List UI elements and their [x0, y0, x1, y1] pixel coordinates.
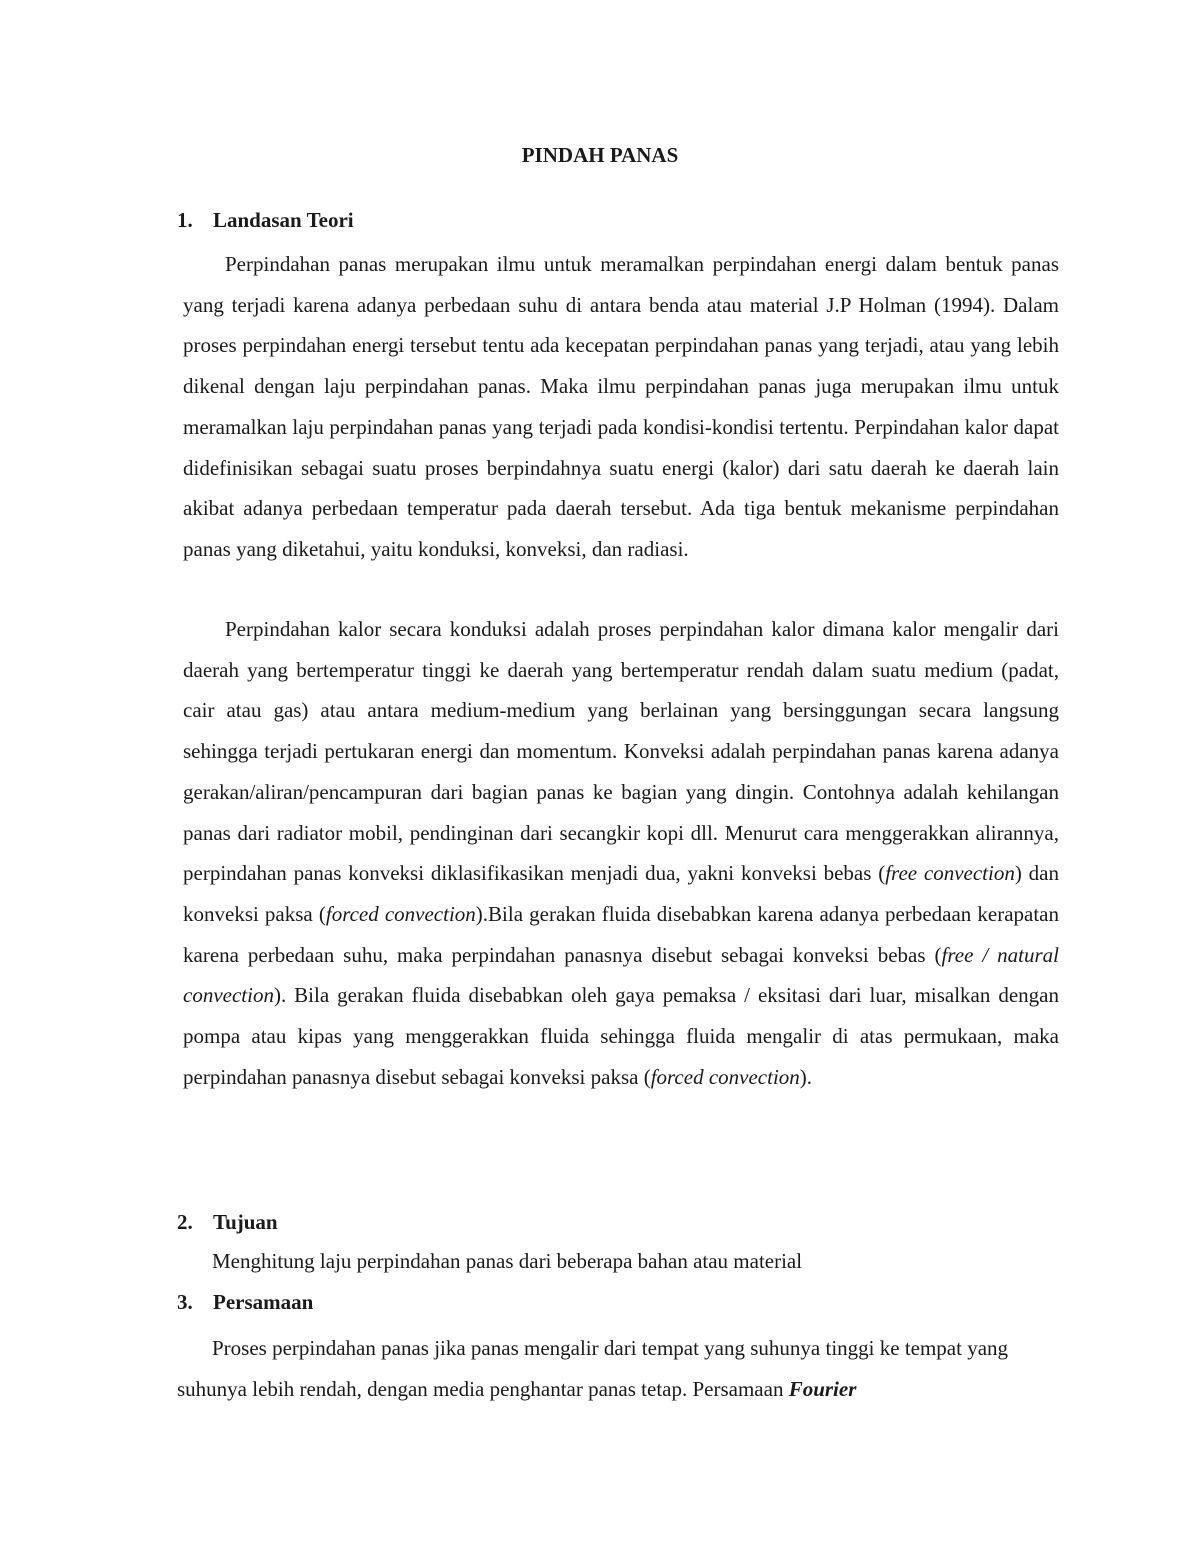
section-number: 2.	[177, 1210, 193, 1234]
fourier-term: Fourier	[788, 1376, 857, 1401]
section-heading-tujuan	[177, 1210, 278, 1235]
tujuan-text: Menghitung laju perpindahan panas dari beberapa bahan atau material	[212, 1249, 803, 1273]
landasan-paragraph-2: Perpindahan kalor secara konduksi adalah proses perpindahan kalor dimana kalor mengalir dari daerah yang bertemperatur tinggi ke daerah yang bertemperatur rendah dalam suatu medium (padat, cair atau gas) atau antara medium-medium yang berlainan yang bersinggungan secara langsung sehingga terjadi pertukaran energi dan momentum. Konveksi adalah perpindahan panas karena adanya gerakan/aliran/pencampuran dari bagian panas ke bagian yang dingin. Contohnya adalah kehilangan panas dari radiator mobil, pendinginan dari secangkir kopi dll. Menurut cara menggerakkan alirannya, perpindahan panas konveksi diklasifikasikan menjadi dua, yakni konveksi bebas (free convection) dan konveksi paksa (forced convection).Bila gerakan fluida disebabkan karena adanya perbedaan kerapatan karena perbedaan suhu, maka perpindahan panasnya disebut sebagai konveksi bebas (free / natural convection). Bila gerakan fluida disebabkan oleh gaya pemaksa / eksitasi dari luar, misalkan dengan pompa atau kipas yang menggerakkan fluida sehingga fluida mengalir di atas permukaan, maka perpindahan panasnya disebut sebagai konveksi paksa (forced convection).	[183, 617, 1060, 1089]
section-title: Tujuan	[213, 1210, 278, 1234]
section-number: 1.	[177, 208, 193, 232]
section-number: 3.	[177, 1290, 193, 1314]
section-heading-persamaan	[177, 1290, 313, 1315]
section-heading-landasan-teori	[177, 208, 354, 233]
section-title: Landasan Teori	[213, 208, 354, 232]
document-title: PINDAH PANAS	[521, 143, 679, 167]
landasan-paragraph-1: Perpindahan panas merupakan ilmu untuk meramalkan perpindahan energi dalam bentuk panas yang terjadi karena adanya perbedaan suhu di antara benda atau material J.P Holman (1994). Dalam proses perpindahan energi tersebut tentu ada kecepatan perpindahan panas yang terjadi, atau yang lebih dikenal dengan laju perpindahan panas. Maka ilmu perpindahan panas juga merupakan ilmu untuk meramalkan laju perpindahan panas yang terjadi pada kondisi-kondisi tertentu. Perpindahan kalor dapat didefinisikan sebagai suatu proses berpindahnya suatu energi (kalor) dari satu daerah ke daerah lain akibat adanya perbedaan temperatur pada daerah tersebut. Ada tiga bentuk mekanisme perpindahan panas yang diketahui, yaitu konduksi, konveksi, dan radiasi.	[183, 252, 1059, 561]
persamaan-paragraph: Proses perpindahan panas jika panas mengalir dari tempat yang suhunya tinggi ke tempat yang suhunya lebih rendah, dengan media penghantar panas tetap. Persamaan Fourier	[177, 1336, 1009, 1401]
section-title: Persamaan	[213, 1290, 314, 1314]
